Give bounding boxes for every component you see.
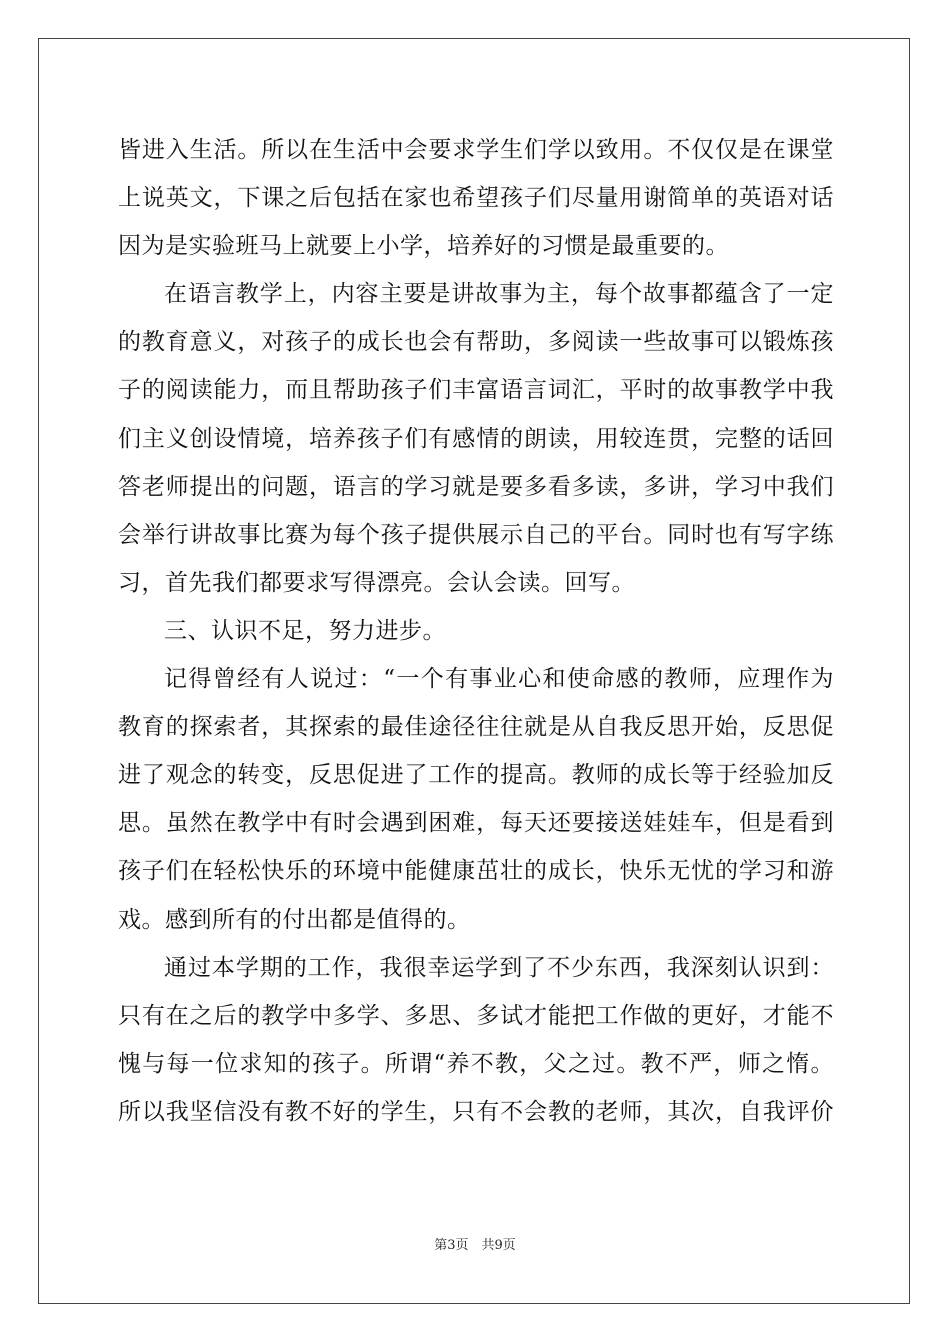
- text-line: 们主义创设情境，培养孩子们有感情的朗读，用较连贯，完整的话回: [118, 425, 834, 452]
- text-line: 只有在之后的教学中多学、多思、多试才能把工作做的更好，才能不: [118, 1002, 834, 1029]
- page-number-footer: 第3页 共9页: [434, 1238, 516, 1253]
- text-line: 上说英文，下课之后包括在家也希望孩子们尽量用谢简单的英语对话: [118, 185, 834, 212]
- text-line: 孩子们在轻松快乐的环境中能健康茁壮的成长，快乐无忧的学习和游: [118, 858, 834, 885]
- text-line: 因为是实验班马上就要上小学，培养好的习惯是最重要的。: [118, 233, 729, 260]
- document-body: [118, 126, 834, 1136]
- text-line: 所以我坚信没有教不好的学生，只有不会教的老师，其次，自我评价: [118, 1098, 834, 1125]
- text-line: 的教育意义，对孩子的成长也会有帮助，多阅读一些故事可以锻炼孩: [118, 329, 834, 356]
- text-line: 习，首先我们都要求写得漂亮。会认会读。回写。: [118, 569, 635, 596]
- text-line: 愧与每一位求知的孩子。所谓“养不教，父之过。教不严，师之惰。: [118, 1050, 834, 1077]
- text-line: 戏。感到所有的付出都是值得的。: [118, 906, 471, 933]
- text-line: 皆进入生活。所以在生活中会要求学生们学以致用。不仅仅是在课堂: [118, 137, 834, 163]
- text-line: 答老师提出的问题，语言的学习就是要多看多读，多讲，学习中我们: [118, 473, 834, 500]
- text-line: 子的阅读能力，而且帮助孩子们丰富语言词汇，平时的故事教学中我: [118, 377, 834, 404]
- text-line: 记得曾经有人说过：“一个有事业心和使命感的教师，应理作为: [164, 666, 834, 693]
- text-line: 会举行讲故事比赛为每个孩子提供展示自己的平台。同时也有写字练: [118, 521, 834, 548]
- section-heading: 三、认识不足，努力进步。: [164, 617, 446, 644]
- text-line: 思。虽然在教学中有时会遇到困难，每天还要接送娃娃车，但是看到: [118, 810, 834, 837]
- text-line: 进了观念的转变，反思促进了工作的提高。教师的成长等于经验加反: [118, 762, 834, 789]
- text-line: 在语言教学上，内容主要是讲故事为主，每个故事都蕴含了一定: [164, 281, 834, 308]
- text-line: 教育的探索者，其探索的最佳途径往往就是从自我反思开始，反思促: [118, 714, 834, 741]
- text-line: 通过本学期的工作，我很幸运学到了不少东西，我深刻认识到：: [164, 954, 834, 981]
